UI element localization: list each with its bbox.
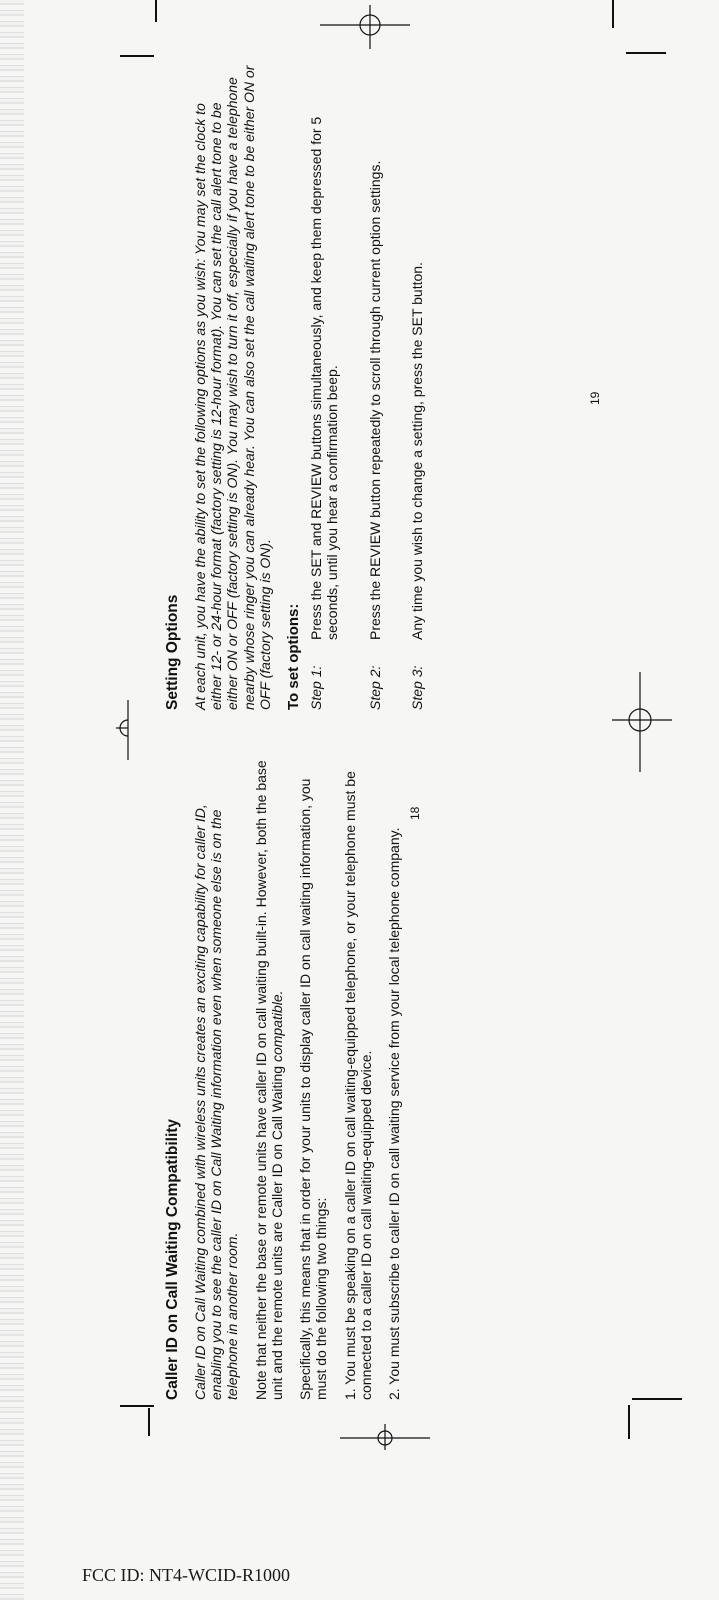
note-paragraph — [253, 760, 285, 1400]
specifically-paragraph: Specifically, this means that in order for your units to display caller ID on call waiting information, you must do the following two things: — [297, 778, 330, 1400]
step-label: Step 1: — [308, 665, 325, 710]
step-text: Press the SET and REVIEW buttons simultaneously, and keep them depressed for 5 seconds, until you hear a confirmation beep. — [308, 116, 341, 640]
step-item — [409, 65, 425, 710]
step-text: Any time you wish to change a setting, press the SET button. — [408, 262, 425, 640]
list-item: 2. You must subscribe to caller ID on call waiting service from your local telephone company. — [386, 827, 403, 1400]
intro-paragraph: At each unit, you have the ability to set the following options as you wish: You may set the clock to either 12- or 24-hour format (factory setting is 12-hour format). You can set the call alert tone to be either ON or OFF (factory setting is ON). You may wish to turn it off, especially if you have a telephone nearby whose ringer you can already hear. You can also set the call waiting alert tone to be either ON or OFF (factory setting is ON). — [192, 65, 273, 710]
fcc-id-label: FCC ID: NT4-WCID-R1000 — [82, 1565, 290, 1585]
step-item — [367, 65, 383, 710]
step-text: Press the REVIEW button repeatedly to scroll through current option settings. — [366, 160, 383, 640]
page-number: 19 — [588, 391, 602, 405]
step-item — [308, 65, 340, 710]
left-page — [164, 760, 414, 1400]
section-title: Setting Options — [164, 594, 181, 710]
right-page — [164, 65, 451, 710]
step-label: Step 3: — [408, 665, 425, 710]
list-item: 1. You must be speaking on a caller ID on call waiting-equipped telephone, or your telephone must be connected to a caller ID on call waiting-equipped device. — [341, 771, 374, 1400]
note-emphasis: compatible. — [268, 990, 285, 1063]
section-title: Caller ID on Call Waiting Compatibility — [164, 1118, 181, 1400]
note-text: Note that neither the base or remote units have caller ID on call waiting built-in. However, both the base unit and the remote units are Caller ID on Call Waiting — [252, 760, 285, 1400]
step-label: Step 2: — [366, 665, 383, 710]
intro-paragraph: Caller ID on Call Waiting combined with wireless units creates an exciting capability for caller ID, enabling you to see the caller ID on Call Waiting information even when someone else is on the telephone in another room. — [192, 804, 241, 1400]
subsection-title: To set options: — [285, 603, 303, 710]
page-number: 18 — [408, 806, 422, 820]
